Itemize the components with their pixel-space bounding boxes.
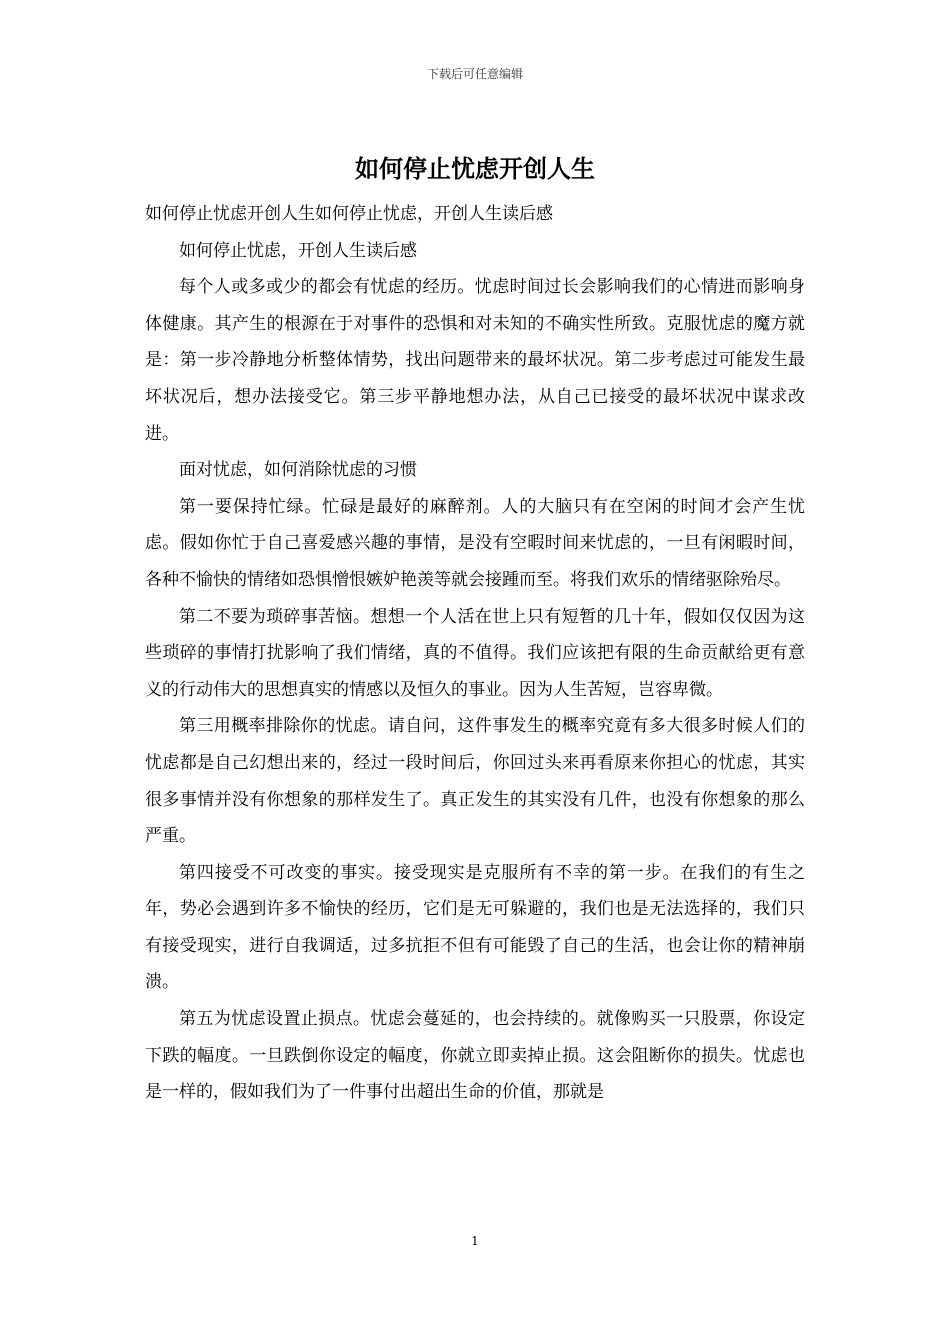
paragraph-intro: 每个人或多或少的都会有忧虑的经历。忧虑时间过长会影响我们的心情进而影响身体健康。其产生的根源在于对事件的恐惧和对未知的不确实性所致。克服忧虑的魔方就是：第一步冷静地分析整体情势，找出问题带来的最坏状况。第二步考虑过可能发生最坏状况后，想办法接受它。第三步平静地想办法，从自己已接受的最坏状况中谋求改进。 — [145, 277, 805, 444]
paragraph-review-heading: 如何停止忧虑，开创人生读后感 — [179, 240, 417, 261]
page-number: 1 — [471, 1234, 479, 1248]
paragraph-subtitle-line: 如何停止忧虑开创人生如何停止忧虑，开创人生读后感 — [145, 204, 553, 224]
paragraph-section-heading: 面对忧虑，如何消除忧虑的习惯 — [179, 460, 417, 481]
paragraph-fourth-point: 第四接受不可改变的事实。接受现实是克服所有不幸的第一步。在我们的有生之年，势必会遇到许多不愉快的经历，它们是无可躲避的，我们也是无法选择的，我们只有接受现实，进行自我调适，过多抗拒不但有可能毁了自己的生活，也会让你的精神崩溃。 — [145, 862, 805, 993]
paragraph-third-point: 第三用概率排除你的忧虑。请自问，这件事发生的概率究竟有多大很多时候人们的忧虑都是自己幻想出来的，经过一段时间后，你回过头来再看原来你担心的忧虑，其实很多事情并没有你想象的那样发生了。真正发生的其实没有几件，也没有你想象的那么严重。 — [145, 716, 805, 847]
paragraph-second-point: 第二不要为琐碎事苦恼。想想一个人活在世上只有短暂的几十年，假如仅仅因为这些琐碎的事情打扰影响了我们情绪，真的不值得。我们应该把有限的生命贡献给更有意义的行动伟大的思想真实的情感以及恒久的事业。因为人生苦短，岂容卑微。 — [145, 606, 805, 700]
page-header-note: 下载后可任意编辑 — [426, 67, 523, 81]
document-title: 如何停止忧虑开创人生 — [355, 155, 595, 183]
document-body — [145, 196, 805, 1111]
paragraph-fifth-point: 第五为忧虑设置止损点。忧虑会蔓延的，也会持续的。就像购买一只股票，你设定下跌的幅度。一旦跌倒你设定的幅度，你就立即卖掉止损。这会阻断你的损失。忧虑也是一样的，假如我们为了一件事付出超出生命的价值，那就是 — [145, 1009, 805, 1103]
paragraph-first-point: 第一要保持忙绿。忙碌是最好的麻醉剂。人的大脑只有在空闲的时间才会产生忧虑。假如你忙于自己喜爱感兴趣的事情，是没有空暇时间来忧虑的，一旦有闲暇时间，各种不愉快的情绪如恐惧憎恨嫉妒艳羡等就会接踵而至。将我们欢乐的情绪驱除殆尽。 — [145, 496, 805, 590]
